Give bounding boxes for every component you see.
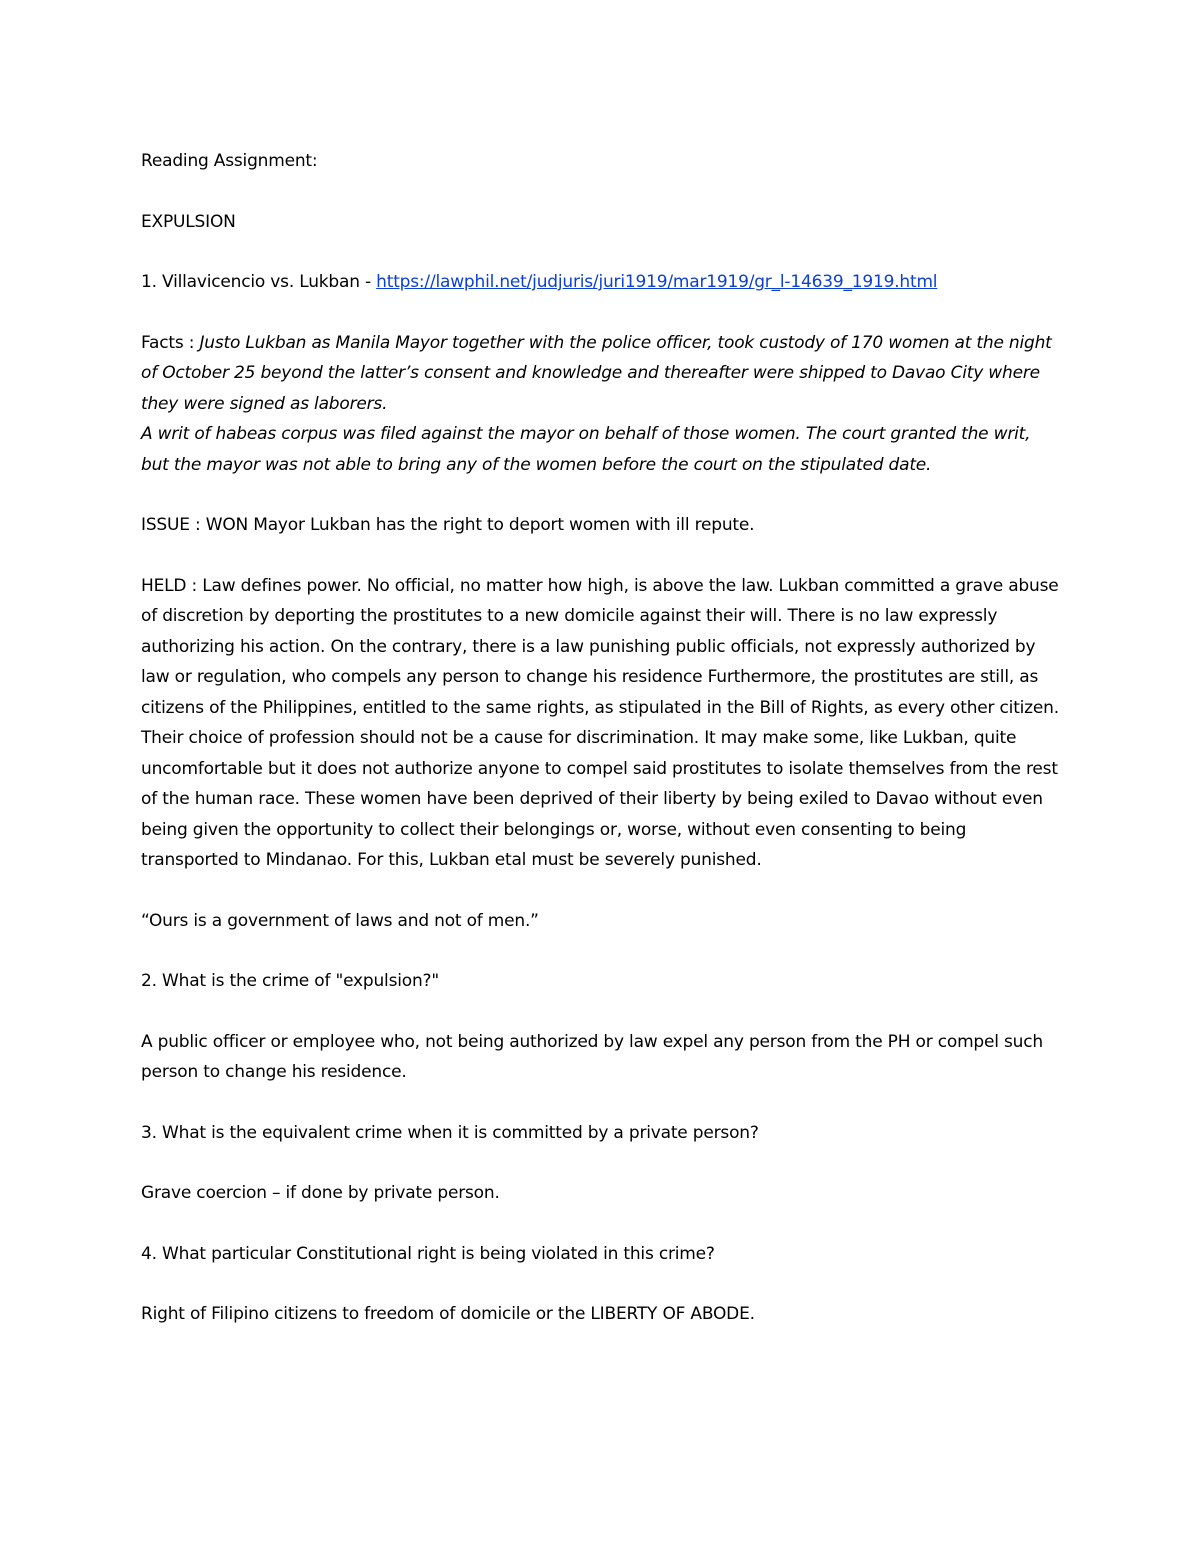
quote: “Ours is a government of laws and not of men.” xyxy=(141,910,539,931)
item-1-prefix: 1. Villavicencio vs. Lukban - xyxy=(141,272,377,292)
question-3: 3. What is the equivalent crime when it is committed by a private person? xyxy=(141,1122,759,1143)
facts-text-2: A writ of habeas corpus was filed against the mayor on behalf of those women. The court granted the writ, but the mayor was not able to bring any of the women before the court on the stipulated date. xyxy=(141,424,1031,475)
question-4: 4. What particular Constitutional right is being violated in this crime? xyxy=(141,1243,715,1264)
heading: Reading Assignment: xyxy=(141,151,318,171)
facts-text: Justo Lukban as Manila Mayor together with the police officer, took custody of 170 women at the night of October 25 beyond the latter’s consent and knowledge and thereafter were shipped to Davao City where they were signed as laborers. xyxy=(141,332,1052,414)
answer-3: Grave coercion – if done by private person. xyxy=(141,1183,500,1203)
question-2: 2. What is the crime of "expulsion?" xyxy=(141,971,439,991)
facts-paragraph xyxy=(141,328,1061,420)
topic-title: EXPULSION xyxy=(141,211,236,232)
answer-4: Right of Filipino citizens to freedom of domicile or the LIBERTY OF ABODE. xyxy=(141,1304,755,1324)
item-1 xyxy=(141,267,1061,298)
held-paragraph: HELD : Law defines power. No official, no matter how high, is above the law. Lukban committed a grave abuse of discretion by deporting the prostitutes to a new domicile against their will. There is no law expressly authorizing his action. On the contrary, there is a law punishing public officials, not expressly authorized by law or regulation, who compels any person to change his residence Furthermore, the prostitutes are still, as citizens of the Philippines, entitled to the same rights, as stipulated in the Bill of Rights, as every other citizen. Their choice of profession should not be a cause for discrimination. It may make some, like Lukban, quite uncomfortable but it does not authorize anyone to compel said prostitutes to isolate themselves from the rest of the human race. These women have been deprived of their liberty by being exiled to Davao without even being given the opportunity to collect their belongings or, worse, without even consenting to being transported to Mindanao. For this, Lukban etal must be severely punished. xyxy=(141,575,1059,870)
case-link[interactable]: https://lawphil.net/judjuris/juri1919/mar1919/gr_l-14639_1919.html xyxy=(376,272,938,292)
document-body xyxy=(141,146,1061,1330)
facts-label: Facts : xyxy=(141,332,200,353)
answer-2: A public officer or employee who, not being authorized by law expel any person from the PH or compel such person to change his residence. xyxy=(141,1031,1043,1082)
issue-paragraph: ISSUE : WON Mayor Lukban has the right to deport women with ill repute. xyxy=(141,515,755,535)
